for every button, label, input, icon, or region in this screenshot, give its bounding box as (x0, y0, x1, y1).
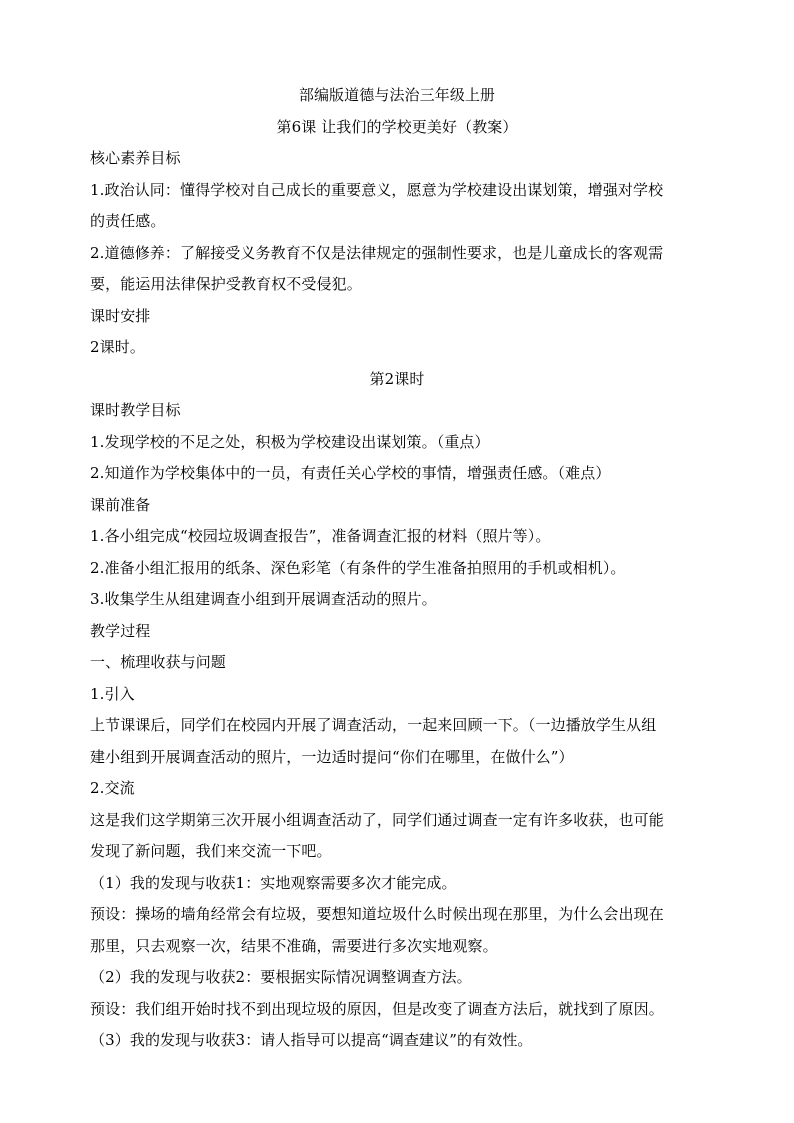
paragraph-line: 3.收集学生从组建调查小组到开展调查活动的照片。 (90, 590, 437, 608)
section-heading: 核心素养目标 (90, 149, 181, 167)
paragraph-line: 这是我们这学期第三次开展小组调查活动了，同学们通过调查一定有许多收获，也可能 (90, 810, 664, 829)
paragraph-line: 的责任感。 (90, 212, 166, 230)
paragraph-line: 1.各小组完成“校园垃圾调查报告”，准备调查汇报的材料（照片等）。 (90, 527, 551, 545)
paragraph-line: 2课时。 (90, 338, 145, 356)
section-heading: 课前准备 (90, 495, 151, 514)
paragraph-line: （2）我的发现与收获2：要根据实际情况调整调查方法。 (90, 968, 472, 986)
paragraph-line: （1）我的发现与收获1：实地观察需要多次才能完成。 (90, 873, 457, 892)
lesson-title: 第6课 让我们的学校更美好（教案） (276, 117, 518, 136)
paragraph-line: 2.交流 (90, 779, 135, 797)
paragraph-line: （3）我的发现与收获3：请人指导可以提高“调查建议”的有效性。 (90, 1031, 533, 1049)
section-heading: 课时安排 (90, 306, 151, 325)
paragraph-line: 上节课课后，同学们在校园内开展了调查活动，一起来回顾一下。（一边播放学生从组 (90, 716, 657, 734)
paragraph-line: 1.引入 (90, 684, 135, 703)
subsection-heading: 一、梳理收获与问题 (90, 653, 226, 671)
paragraph-line: 发现了新问题，我们来交流一下吧。 (90, 842, 332, 860)
paragraph-line: 1.政治认同：懂得学校对自己成长的重要意义，愿意为学校建设出谋划策，增强对学校 (90, 180, 664, 199)
document-page (90, 80, 704, 1057)
section-heading: 教学过程 (90, 621, 151, 640)
paragraph-line: 2.准备小组汇报用的纸条、深色彩笔（有条件的学生准备拍照用的手机或相机）。 (90, 558, 626, 577)
paragraph-line: 预设：操场的墙角经常会有垃圾，要想知道垃圾什么时候出现在那里，为什么会出现在 (90, 905, 664, 923)
doc-title: 部编版道德与法治三年级上册 (298, 86, 496, 104)
paragraph-line: 要，能运用法律保护受教育权不受侵犯。 (90, 275, 362, 293)
paragraph-line: 那里，只去观察一次，结果不准确，需要进行多次实地观察。 (90, 936, 498, 955)
paragraph-line: 1.发现学校的不足之处，积极为学校建设出谋划策。（重点） (90, 432, 490, 451)
paragraph-line: 预设：我们组开始时找不到出现垃圾的原因，但是改变了调查方法后，就找到了原因。 (90, 999, 664, 1018)
period-heading: 第2课时 (369, 369, 425, 388)
paragraph-line: 建小组到开展调查活动的照片，一边适时提问“你们在哪里，在做什么”） (90, 747, 574, 766)
section-heading: 课时教学目标 (90, 401, 181, 419)
paragraph-line: 2.知道作为学校集体中的一员，有责任关心学校的事情，增强责任感。（难点） (90, 464, 611, 482)
paragraph-line: 2.道德修养：了解接受义务教育不仅是法律规定的强制性要求，也是儿童成长的客观需 (90, 243, 664, 262)
